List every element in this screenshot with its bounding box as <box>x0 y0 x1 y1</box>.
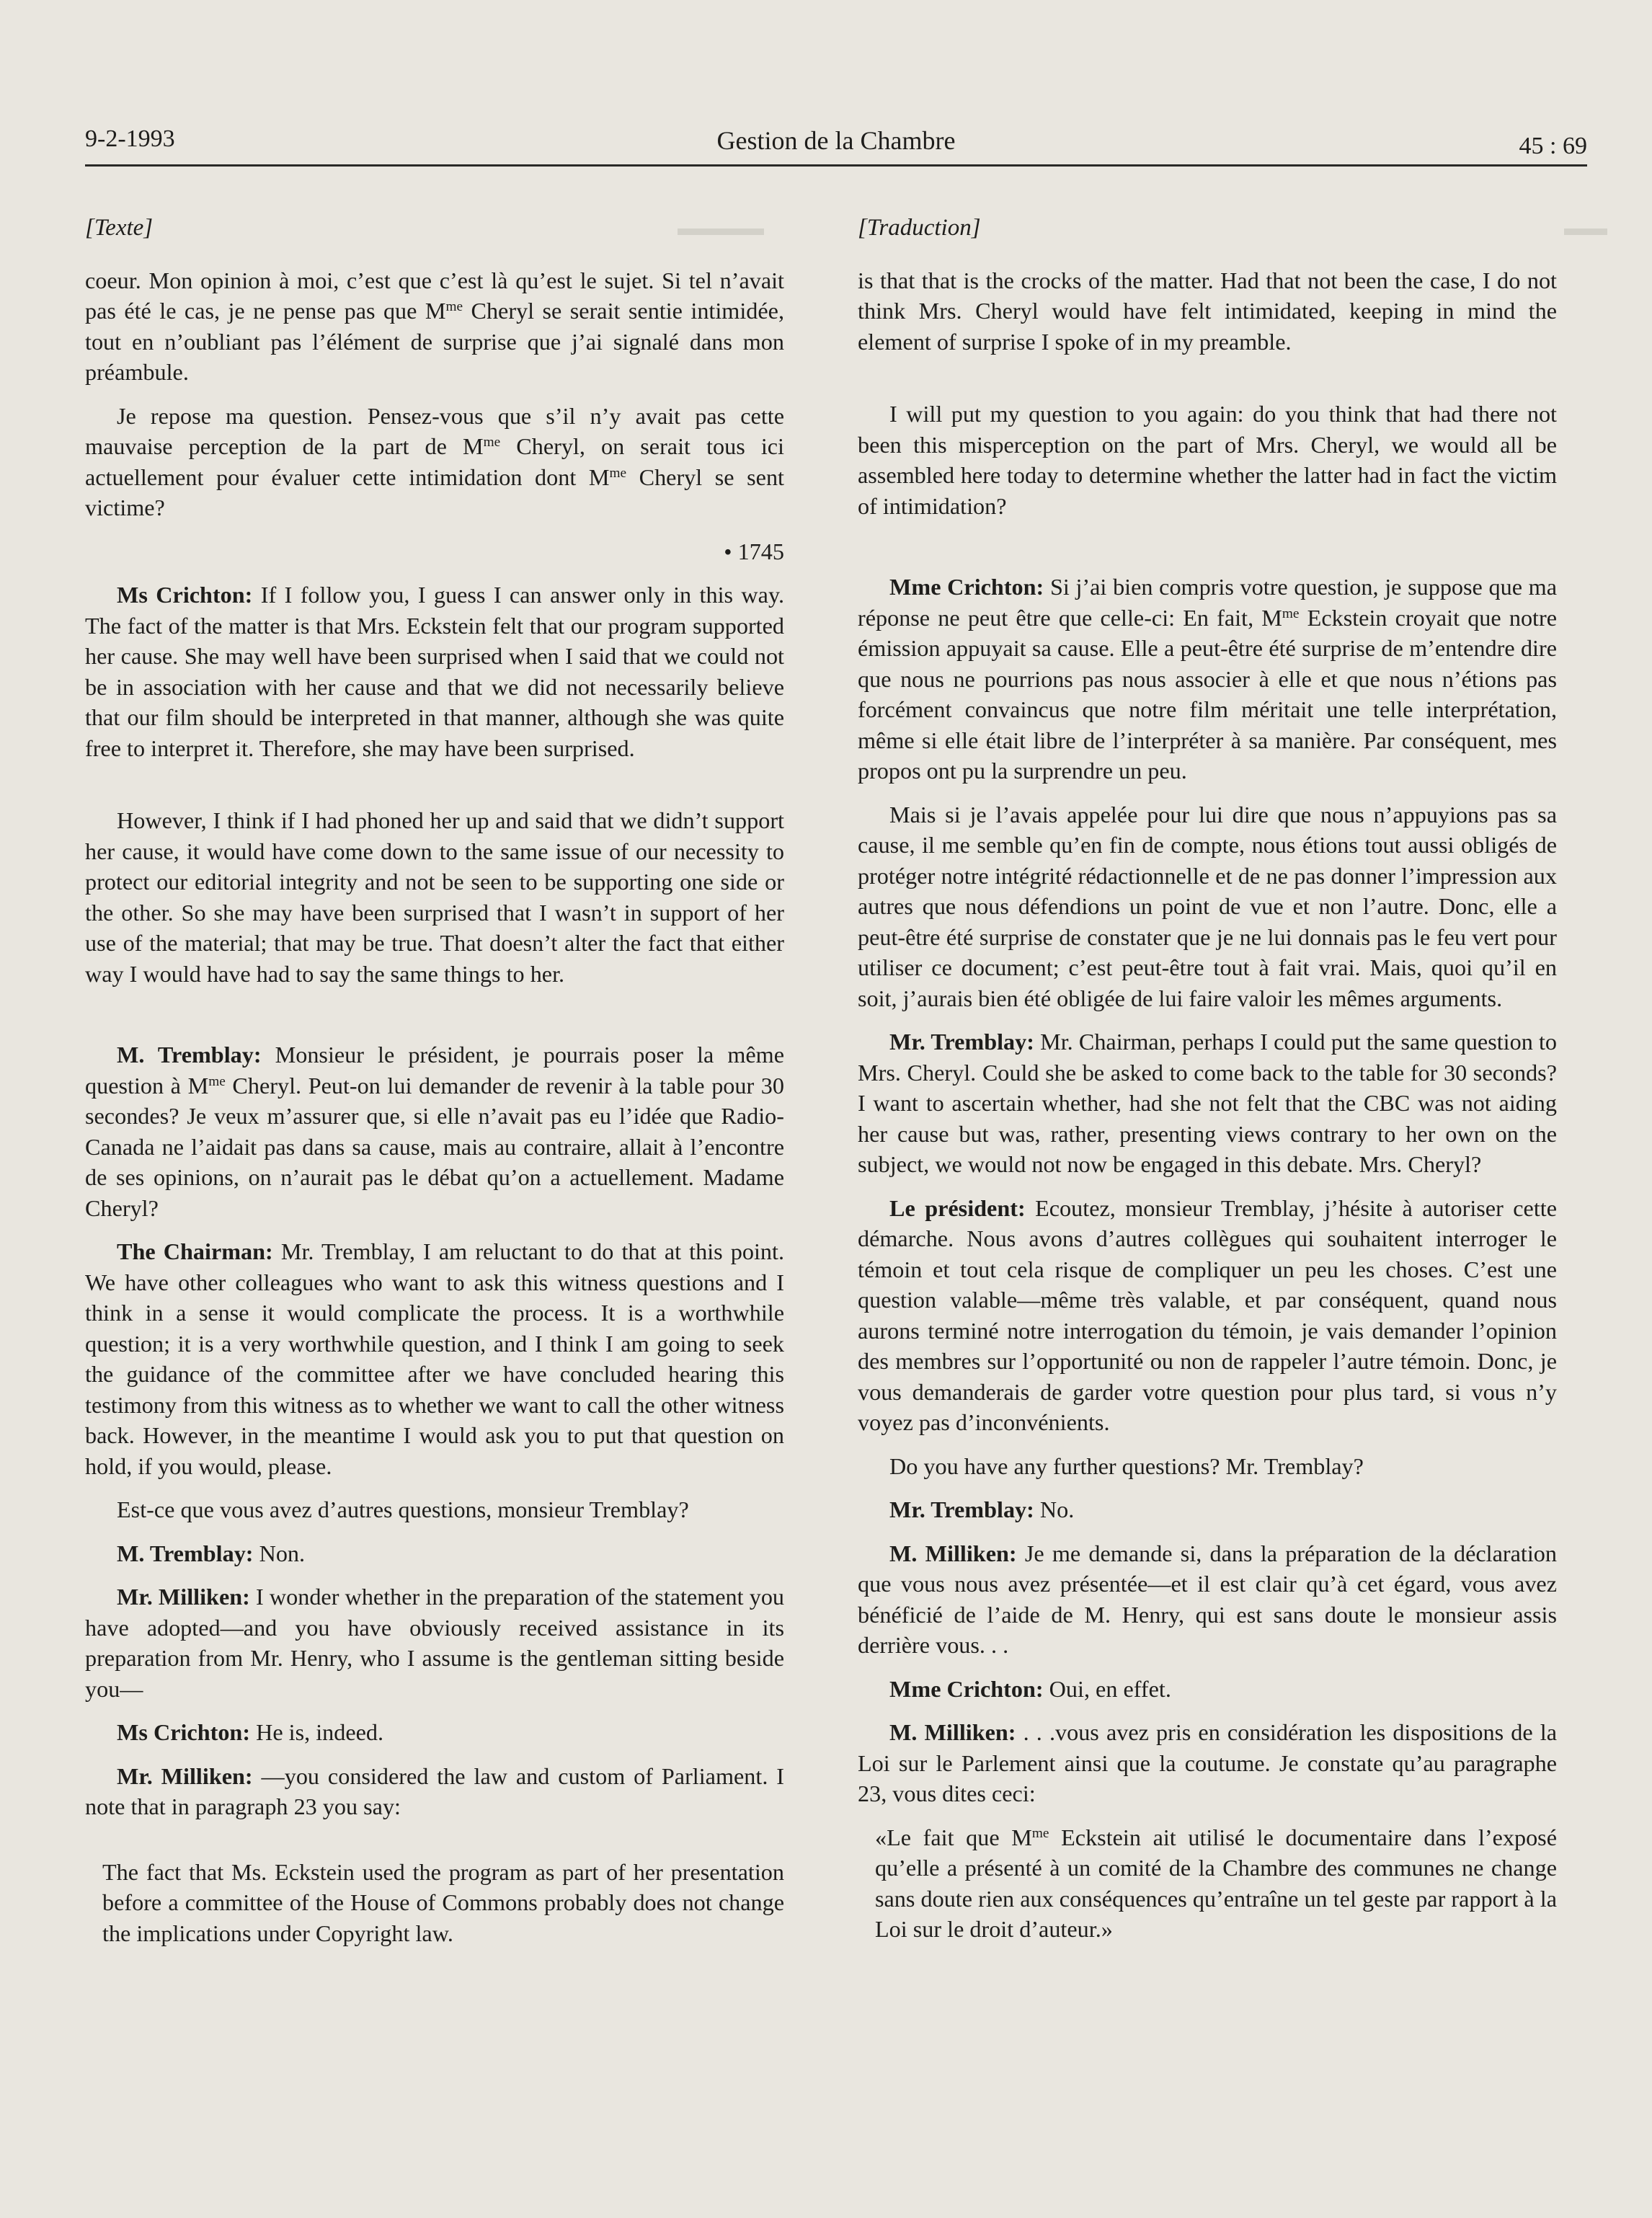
speaker-name: M. Milliken: <box>889 1540 1017 1566</box>
speaker-name: Mr. Milliken: <box>117 1762 253 1789</box>
speaker-name: Ms Crichton: <box>117 582 253 608</box>
paragraph: Mr. Milliken: I wonder whether in the preparation of the statement you have adopted—and you have obviously received assistance in its preparation from Mr. Henry, who I assume is the gentleman sitting beside you— <box>85 1584 785 1702</box>
paragraph: However, I think if I had phoned her up and said that we didn’t support her cause, it would have come down to the same issue of our necessity to protect our editorial integrity and not be seen to be supporting one side or the other. So she may have been surprised that I wasn’t in support of her use of the material; that may be true. That doesn’t alter the fact that either way I would have had to say the same things to her. <box>85 807 784 987</box>
speaker-name: Mr. Tremblay: <box>889 1496 1034 1522</box>
right-column <box>858 213 1557 1958</box>
paragraph: Mr. Tremblay: Mr. Chairman, perhaps I could put the same question to Mrs. Cheryl. Could she be asked to come back to the table for 30 seconds? I want to ascertain whether, had she not felt that the CBC was not aiding her cause but was, rather, presenting views contrary to her own on the subject, we would not now be engaged in this debate. Mrs. Cheryl? <box>858 1029 1557 1177</box>
speaker-name: Le président: <box>889 1194 1026 1221</box>
paragraph: Je repose ma question. Pensez-vous que s’il n’y avait pas cette mauvaise perception de la part de $M^{me}$ Cheryl, on serait tous ici actuellement pour évaluer cette intimidation dont $M^{me}$ Cheryl se sent victime? <box>85 402 784 520</box>
time-marker: • 1745 <box>724 538 784 564</box>
header-title: Gestion de la Chambre <box>716 126 956 155</box>
speaker-name: The Chairman: <box>117 1238 273 1264</box>
paragraph: Mr. Tremblay: No. <box>889 1496 1075 1522</box>
speaker-name: Mme Crichton: <box>889 1675 1044 1702</box>
page-header <box>85 121 1587 167</box>
speaker-name: M. Tremblay: <box>117 1042 262 1068</box>
speaker-name: M. Milliken: <box>889 1719 1016 1745</box>
paragraph: The Chairman: Mr. Tremblay, I am reluctant to do that at this point. We have other colleagues who want to ask this witness questions and I think in a sense it would complicate the process. It is a worthwhile question; it is a very worthwhile question, and I think I am going to seek the guidance of the committee after we have concluded hearing this testimony from this witness as to whether we want to call the other witness back. However, in the meantime I would ask you to put that question on hold, if you would, please. <box>85 1238 784 1479</box>
paragraph: M. Milliken: . . .vous avez pris en considération les dispositions de la Loi sur le Parlement ainsi que la coutume. Je constate qu’au paragraphe 23, vous dites ceci: <box>858 1719 1557 1806</box>
bleed-through-mark: ▬▬ <box>1564 216 1607 240</box>
left-column <box>85 213 784 1961</box>
paragraph: Ms Crichton: He is, indeed. <box>117 1719 384 1745</box>
paragraph: M. Tremblay: Monsieur le président, je pourrais poser la même question à $M^{me}$ Cheryl. Peut-on lui demander de revenir à la table pour 30 secondes? Je veux m’assurer que, si elle n’avait pas eu l’idée que Radio-Canada ne l’aidait pas dans sa cause, mais au contraire, allait à l’encontre de ses opinions, on n’aurait pas le débat qu’on a actuellement. Madame Cheryl? <box>85 1042 784 1221</box>
column-label-texte: [Texte] <box>85 215 154 241</box>
block-quote: «Le fait que $M^{me}$ Eckstein ait utilisé le documentaire dans l’exposé qu’elle a présenté à un comité de la Chambre des communes ne change sans doute rien aux conséquences qu’entraîne un tel geste par rapport à la Loi sur le droit d’auteur.» <box>875 1824 1557 1942</box>
paragraph: Le président: Ecoutez, monsieur Tremblay, j’hésite à autoriser cette démarche. Nous avons d’autres collègues qui souhaitent interroger le témoin et tout cela risque de compliquer un peu les choses. C’est une question valable—même très valable, et par conséquent, quand nous aurons terminé notre interrogation du témoin, je vais demander l’opinion des membres sur l’opportunité ou non de rappeler l’autre témoin. Donc, je vous demanderais de garder votre question pour plus tard, si vous n’y voyez pas d’inconvénients. <box>858 1194 1557 1435</box>
paragraph: Mme Crichton: Si j’ai bien compris votre question, je suppose que ma réponse ne peut être que celle-ci: En fait, $M^{me}$ Eckstein croyait que notre émission appuyait sa cause. Elle a peut-être été surprise de m’entendre dire que nous ne pourrions pas nous associer à elle et que nous n’étions pas forcément convaincus que notre film méritait une telle interprétation, même si elle était libre de l’interpréter à sa manière. Par conséquent, mes propos ont pu la surprendre un peu. <box>858 574 1557 784</box>
paragraph: Ms Crichton: If I follow you, I guess I can answer only in this way. The fact of the matter is that Mrs. Eckstein felt that our program supported her cause. She may well have been surprised when I said that we could not be in association with her cause and that we did not necessarily believe that our film should be interpreted in that manner, although she was quite free to interpret it. Therefore, she may have been surprised. <box>85 582 785 761</box>
paragraph: M. Milliken: Je me demande si, dans la préparation de la déclaration que vous nous avez présentée—et il est clair qu’à cet égard, vous avez bénéficié de l’aide de M. Henry, qui est sans doute le monsieur assis derrière vous. . . <box>858 1540 1557 1658</box>
speaker-name: Ms Crichton: <box>117 1719 251 1745</box>
paragraph: Mme Crichton: Oui, en effet. <box>889 1675 1171 1702</box>
paragraph: I will put my question to you again: do you think that had there not been this misperception on the part of Mrs. Cheryl, we would all be assembled here today to determine whether the latter had in fact the victim of intimidation? <box>858 401 1557 519</box>
paragraph: Mais si je l’avais appelée pour lui dire que nous n’appuyions pas sa cause, il me semble qu’en fin de compte, nous étions tout aussi obligés de protéger notre intégrité rédactionnelle et de ne pas donner l’impression aux autres que nous défendions un point de vue et non l’autre. Donc, elle a peut-être été surprise de constater que je ne lui donnais pas le feu vert pour utiliser ce document; c’est peut-être tout à fait vrai. Mais, quoi qu’il en soit, j’aurais bien été obligée de lui faire valoir les mêmes arguments. <box>858 801 1557 1011</box>
paragraph: Est-ce que vous avez d’autres questions, monsieur Tremblay? <box>117 1496 689 1522</box>
bleed-through-mark: ▬▬▬▬ <box>678 216 764 240</box>
paragraph: coeur. Mon opinion à moi, c’est que c’est là qu’est le sujet. Si tel n’avait pas été le cas, je ne pense pas que $M^{me}$ Cheryl se serait sentie intimidée, tout en n’oubliant pas l’élément de surprise que j’ai signalé dans mon préambule. <box>85 267 784 385</box>
speaker-name: M. Tremblay: <box>117 1540 254 1566</box>
paragraph: is that that is the crocks of the matter. Had that not been the case, I do not think Mrs. Cheryl would have felt intimidated, keeping in mind the element of surprise I spoke of in my preamble. <box>858 267 1557 355</box>
header-date: 9-2-1993 <box>85 125 175 152</box>
speaker-name: Mme Crichton: <box>889 574 1044 600</box>
paragraph: Mr. Milliken: —you considered the law and custom of Parliament. I note that in paragraph 23 you say: <box>85 1762 785 1819</box>
paragraph: M. Tremblay: Non. <box>117 1540 306 1566</box>
block-quote: The fact that Ms. Eckstein used the program as part of her presentation before a committee of the House of Commons probably does not change the implications under Copyright law. <box>102 1858 784 1946</box>
header-page-number: 45 : 69 <box>1519 133 1587 159</box>
speaker-name: Mr. Milliken: <box>117 1584 250 1610</box>
paragraph: Do you have any further questions? Mr. Tremblay? <box>889 1452 1364 1479</box>
column-label-traduction: [Traduction] <box>858 215 981 241</box>
speaker-name: Mr. Tremblay: <box>889 1029 1034 1055</box>
